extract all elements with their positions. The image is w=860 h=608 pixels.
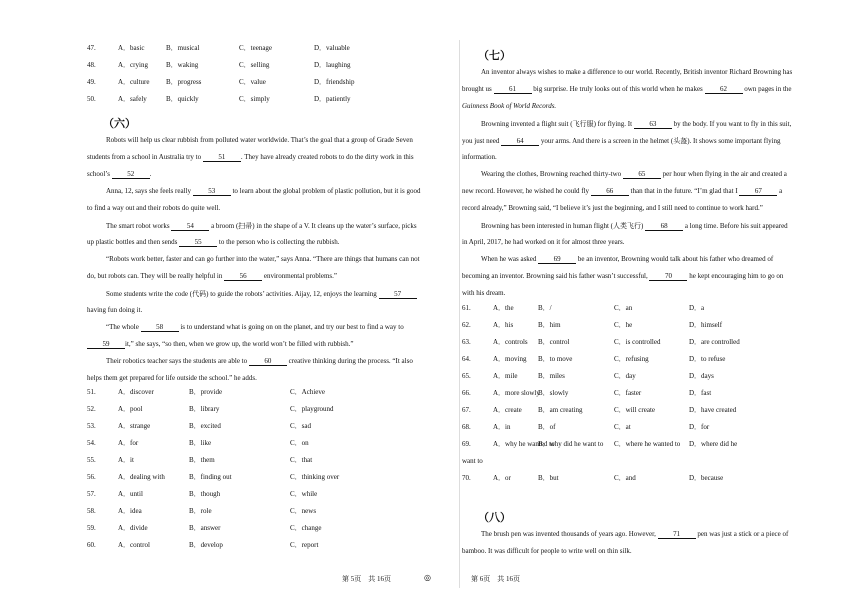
left-page-number: 第 5页 共 16页 [342, 575, 391, 583]
text-fragment: Some students write the code (代码) to guide the robots’ activities. Aijay, 12, enjoys the learning [106, 290, 379, 298]
answer-option[interactable]: B．am creating [538, 406, 583, 414]
answer-blank[interactable]: 62 [705, 85, 743, 94]
answer-option[interactable]: A．crying [118, 61, 148, 69]
answer-option[interactable]: B．excited [189, 422, 221, 430]
answer-option[interactable]: A．basic [118, 44, 145, 52]
answer-option[interactable]: C．that [290, 456, 313, 464]
text-fragment: bamboo. It was difficult for people to write well on thin silk. [462, 547, 632, 555]
answer-option[interactable]: D．himself [689, 321, 723, 329]
answer-option[interactable]: C．is controlled [614, 338, 661, 346]
text-fragment: do, but robots can. They will be really helpful in [87, 272, 225, 280]
text-fragment: The brush pen was invented thousands of years ago. However, [481, 530, 658, 538]
text-fragment: information. [462, 153, 497, 161]
text-fragment: Browning has been interested in human flight (人类飞行) [481, 222, 646, 230]
answer-option[interactable]: B．role [189, 507, 212, 515]
answer-option[interactable]: A．divide [118, 524, 148, 532]
text-fragment: a long time. Before his suit appeared [683, 222, 788, 230]
text-fragment: record already,” Browning said, “I believe it’s just the beginning, and I still need to continue to work hard.” [462, 204, 763, 212]
answer-option[interactable]: A．dealing with [118, 473, 165, 481]
answer-blank[interactable]: 65 [623, 170, 661, 179]
text-fragment: school’s [87, 170, 112, 178]
answer-option[interactable]: A．mile [493, 372, 518, 380]
text-fragment: own pages in the [742, 85, 792, 93]
text-fragment: environmental problems.” [262, 272, 337, 280]
answer-option[interactable]: C．selling [239, 61, 270, 69]
question-number: 67. [462, 406, 471, 414]
question-number: 65. [462, 372, 471, 380]
answer-blank[interactable]: 61 [494, 85, 532, 94]
text-fragment: a [777, 187, 783, 195]
text-fragment: is to understand what is going on on the planet, and try our best to find a way to [178, 323, 404, 331]
text-line [87, 170, 151, 179]
answer-option[interactable]: A．more slowly [493, 389, 540, 397]
answer-option[interactable]: C．Achieve [290, 388, 325, 396]
answer-option[interactable]: D．friendship [314, 78, 355, 86]
question-number: 47. [87, 44, 96, 52]
section-heading: （八） [478, 512, 511, 524]
answer-option[interactable]: C．day [614, 372, 636, 380]
answer-blank[interactable]: 63 [634, 120, 672, 129]
text-fragment: students from a school in Australia try to [87, 153, 203, 161]
answer-blank[interactable]: 53 [193, 187, 231, 196]
answer-option[interactable]: A．discover [118, 388, 154, 396]
answer-option[interactable]: B．slowly [538, 389, 569, 397]
text-line [106, 187, 420, 196]
answer-option[interactable]: want to [462, 457, 483, 465]
question-number: 64. [462, 355, 471, 363]
answer-option[interactable]: A．for [118, 439, 139, 447]
right-page-number: 第 6页 共 16页 [471, 575, 520, 583]
answer-option[interactable]: B．to move [538, 355, 573, 363]
question-number: 52. [87, 405, 96, 413]
text-line [481, 170, 787, 179]
answer-blank[interactable]: 52 [112, 170, 150, 179]
answer-option[interactable]: A．in [493, 423, 511, 431]
text-line [481, 68, 792, 76]
answer-option[interactable]: B．though [189, 490, 221, 498]
answer-option[interactable]: A．it [118, 456, 134, 464]
answer-option[interactable]: B．musical [166, 44, 200, 52]
text-fragment: it,” she says, “so then, when we grow up, the world won’t be filled with rubbish.” [125, 340, 354, 348]
answer-option[interactable]: B．develop [189, 541, 223, 549]
question-number: 61. [462, 304, 471, 312]
answer-option[interactable]: A．culture [118, 78, 150, 86]
text-line [106, 357, 413, 366]
text-line [462, 289, 505, 297]
answer-option[interactable]: B．of [538, 423, 556, 431]
question-number: 68. [462, 423, 471, 431]
answer-option[interactable]: C．while [290, 490, 318, 498]
answer-option[interactable]: C．on [290, 439, 309, 447]
answer-blank[interactable]: 70 [649, 272, 687, 281]
text-fragment: brought us [462, 85, 494, 93]
text-line [462, 136, 781, 146]
text-fragment: having fun doing it. [87, 306, 143, 314]
text-line [462, 547, 632, 555]
question-number: 56. [87, 473, 96, 481]
text-fragment: becoming an inventor. Browning said his father wasn’t successful, [462, 272, 650, 280]
answer-option[interactable]: D．have created [689, 406, 737, 414]
question-number: 58. [87, 507, 96, 515]
text-fragment: he kept encouraging him to go on [687, 272, 784, 280]
text-line [462, 272, 783, 281]
text-fragment: The smart robot works [106, 222, 172, 230]
text-line [87, 306, 142, 314]
answer-option[interactable]: A．until [118, 490, 143, 498]
question-number: 50. [87, 95, 96, 103]
text-fragment: Anna, 12, says she feels really [106, 187, 193, 195]
text-fragment: up plastic bottles and then sends [87, 238, 180, 246]
answer-option[interactable]: C．will create [614, 406, 656, 414]
text-fragment: Their robotics teacher says the students are able to [106, 357, 249, 365]
answer-option[interactable]: A．idea [118, 507, 142, 515]
center-mark-icon: ◎ [424, 573, 431, 582]
text-line [87, 340, 354, 349]
text-fragment: When he was asked [481, 255, 539, 263]
answer-option[interactable]: D．because [689, 474, 724, 482]
question-number: 62. [462, 321, 471, 329]
text-fragment: your arms. And there is a screen in the helmet (头盔). It shows some important flying [539, 137, 781, 145]
question-number: 53. [87, 422, 96, 430]
text-line [481, 119, 791, 129]
answer-blank[interactable]: 57 [379, 290, 417, 299]
answer-option[interactable]: C．simply [239, 95, 270, 103]
text-fragment: “Robots work better, faster and can go further into the water,” says Anna. “There are things that humans can not [106, 255, 420, 263]
text-fragment: to find a way out and their robots do quite well. [87, 204, 221, 212]
text-fragment: Guinness Book of World Records. [462, 102, 557, 110]
answer-option[interactable]: B．why did he want to [538, 440, 604, 448]
text-line [87, 374, 257, 382]
column-divider [459, 40, 460, 588]
text-line [462, 102, 556, 110]
answer-option[interactable]: C．news [290, 507, 317, 515]
text-fragment: helps them get prepared for life outside the school.” he adds. [87, 374, 257, 382]
question-number: 66. [462, 389, 471, 397]
answer-option[interactable]: A．pool [118, 405, 143, 413]
text-line [462, 204, 763, 212]
text-line [106, 221, 417, 231]
text-fragment: than that in the future. “I’m glad that I [628, 187, 740, 195]
question-number: 55. [87, 456, 96, 464]
question-number: 69. [462, 440, 471, 448]
answer-option[interactable]: A．why he wanted to [493, 440, 555, 448]
answer-option[interactable]: C．sad [290, 422, 311, 430]
answer-blank[interactable]: 60 [249, 357, 287, 366]
text-line [481, 530, 788, 539]
answer-option[interactable]: A．controls [493, 338, 528, 346]
answer-option[interactable]: C．thinking over [290, 473, 340, 481]
answer-blank[interactable]: 59 [87, 340, 125, 349]
answer-option[interactable]: A．strange [118, 422, 151, 430]
answer-blank[interactable]: 58 [141, 323, 179, 332]
answer-option[interactable]: B．provide [189, 388, 223, 396]
text-fragment: new record. However, he wished he could fly [462, 187, 591, 195]
answer-option[interactable]: C．value [239, 78, 266, 86]
answer-option[interactable]: A．his [493, 321, 514, 329]
answer-blank[interactable]: 56 [224, 272, 262, 281]
question-number: 60. [87, 541, 96, 549]
answer-option[interactable]: C．refusing [614, 355, 649, 363]
answer-option[interactable]: B．library [189, 405, 220, 413]
section-heading: （七） [478, 50, 511, 62]
answer-blank[interactable]: 66 [591, 187, 629, 196]
text-line [462, 153, 497, 161]
text-fragment: Browning invented a flight suit (飞行服) for flying. It [481, 120, 634, 128]
text-line [87, 204, 220, 212]
answer-option[interactable]: A．the [493, 304, 514, 312]
text-fragment: a broom (扫帚) in the shape of a V. It cleans up the water’s surface, picks [209, 222, 417, 230]
text-fragment: to the person who is collecting the rubbish. [217, 238, 340, 246]
answer-option[interactable]: C．where he wanted to [614, 440, 681, 448]
text-line [462, 238, 625, 246]
text-fragment: by the body. If you want to fly in this suit, [671, 120, 792, 128]
text-fragment: Robots will help us clear rubbish from polluted water worldwide. That’s the goal that a group of Grade Seven [106, 136, 413, 144]
text-fragment: creative thinking during the process. “It also [286, 357, 413, 365]
answer-option[interactable]: D．patiently [314, 95, 351, 103]
text-fragment: . They have already created robots to do the dirty work in this [240, 153, 414, 161]
answer-blank[interactable]: 69 [538, 255, 576, 264]
text-fragment: be an inventor, Browning would talk about his father who dreamed of [576, 255, 774, 263]
question-number: 54. [87, 439, 96, 447]
answer-option[interactable]: C．teenage [239, 44, 273, 52]
text-line [106, 323, 404, 332]
answer-option[interactable]: B．waking [166, 61, 199, 69]
question-number: 63. [462, 338, 471, 346]
answer-option[interactable]: B．him [538, 321, 561, 329]
answer-option[interactable]: D．for [689, 423, 710, 431]
answer-option[interactable]: A．or [493, 474, 511, 482]
answer-option[interactable]: B．control [538, 338, 570, 346]
text-fragment: Wearing the clothes, Browning reached thirty-two [481, 170, 623, 178]
answer-option[interactable]: C．at [614, 423, 631, 431]
answer-option[interactable]: D．where did he [689, 440, 738, 448]
question-number: 49. [87, 78, 96, 86]
answer-option[interactable]: C．and [614, 474, 636, 482]
answer-option[interactable]: D．are controlled [689, 338, 740, 346]
text-fragment: with his dream. [462, 289, 506, 297]
answer-blank[interactable]: 68 [645, 222, 683, 231]
text-line [106, 136, 413, 144]
answer-option[interactable]: A．create [493, 406, 522, 414]
answer-option[interactable]: B．quickly [166, 95, 199, 103]
text-fragment: big surprise. He truly looks out of this world when he makes [531, 85, 705, 93]
text-line [106, 289, 417, 299]
text-fragment: “The whole [106, 323, 141, 331]
answer-option[interactable]: D．to refuse [689, 355, 726, 363]
text-fragment: in April, 2017, he had worked on it for almost three years. [462, 238, 625, 246]
text-line [462, 85, 792, 94]
answer-option[interactable]: B．them [189, 456, 215, 464]
answer-blank[interactable]: 54 [171, 222, 209, 231]
question-number: 59. [87, 524, 96, 532]
answer-blank[interactable]: 67 [739, 187, 777, 196]
answer-option[interactable]: A．moving [493, 355, 527, 363]
answer-option[interactable]: D．a [689, 304, 705, 312]
answer-blank[interactable]: 71 [658, 530, 696, 539]
answer-option[interactable]: C．an [614, 304, 633, 312]
answer-option[interactable]: C．faster [614, 389, 642, 397]
answer-option[interactable]: B．finding out [189, 473, 232, 481]
section-heading: （六） [103, 118, 136, 130]
text-fragment: pen was just a stick or a piece of [695, 530, 789, 538]
text-line [481, 255, 773, 264]
answer-option[interactable]: B．like [189, 439, 212, 447]
answer-option[interactable]: A．control [118, 541, 150, 549]
text-fragment: An inventor always wishes to make a difference to our world. Recently, British inventor Richard Browning has [481, 68, 793, 76]
text-line [106, 255, 420, 263]
answer-option[interactable]: B．miles [538, 372, 565, 380]
answer-option[interactable]: D．valuable [314, 44, 350, 52]
answer-option[interactable]: C．he [614, 321, 633, 329]
answer-option[interactable]: A．safely [118, 95, 147, 103]
text-fragment: you just need [462, 137, 502, 145]
answer-option[interactable]: B．progress [166, 78, 202, 86]
answer-blank[interactable]: 64 [501, 137, 539, 146]
answer-option[interactable]: C．report [290, 541, 319, 549]
text-fragment: to learn about the global problem of plastic pollution, but it is good [230, 187, 421, 195]
text-fragment: . [149, 170, 152, 178]
text-line [481, 221, 788, 231]
text-line [462, 187, 782, 196]
question-number: 51. [87, 388, 96, 396]
question-number: 57. [87, 490, 96, 498]
text-line [87, 153, 414, 162]
text-line [87, 272, 337, 281]
answer-option[interactable]: B．/ [538, 304, 552, 312]
question-number: 48. [87, 61, 96, 69]
answer-option[interactable]: B．but [538, 474, 559, 482]
answer-blank[interactable]: 51 [203, 153, 241, 162]
answer-option[interactable]: D．days [689, 372, 714, 380]
answer-option[interactable]: C．playground [290, 405, 334, 413]
answer-option[interactable]: B．answer [189, 524, 221, 532]
answer-blank[interactable]: 55 [179, 238, 217, 247]
answer-option[interactable]: D．fast [689, 389, 712, 397]
answer-option[interactable]: C．change [290, 524, 322, 532]
text-line [87, 238, 339, 247]
answer-option[interactable]: D．laughing [314, 61, 351, 69]
question-number: 70. [462, 474, 471, 482]
text-fragment: per hour when flying in the air and created a [660, 170, 787, 178]
